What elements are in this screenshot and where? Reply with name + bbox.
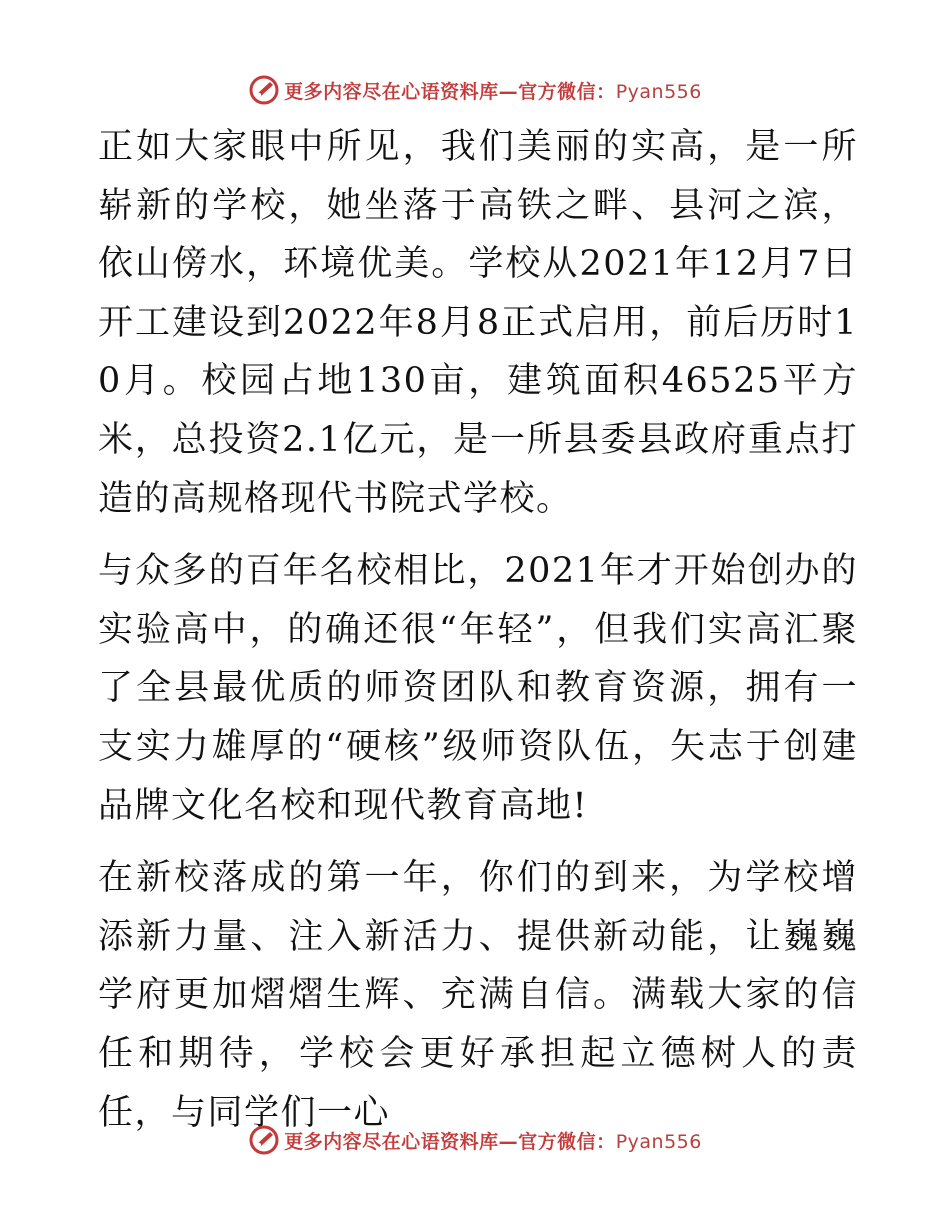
footer-watermark <box>0 1120 950 1160</box>
logo-icon <box>248 74 280 106</box>
logo-icon <box>248 1124 280 1156</box>
watermark-text: 更多内容尽在心语资料库—官方微信：Pyan556 <box>284 1130 702 1153</box>
paragraph: 在新校落成的第一年，你们的到来，为学校增添新力量、注入新活力、提供新动能，让巍巍学府更加熠熠生辉、充满自信。满载大家的信任和期待，学校会更好承担起立德树人的责任，与同学们一心 <box>98 858 858 1133</box>
paragraph: 正如大家眼中所见，我们美丽的实高，是一所崭新的学校，她坐落于高铁之畔、县河之滨，依山傍水，环境优美。学校从2021年12月7日开工建设到2022年8月8正式启用，前后历时10月。校园占地130亩，建筑面积46525平方米，总投资2.1亿元，是一所县委县政府重点打造的高规格现代书院式学校。 <box>98 127 858 519</box>
watermark-text: 更多内容尽在心语资料库—官方微信：Pyan556 <box>284 80 702 103</box>
paragraph: 与众多的百年名校相比，2021年才开始创办的实验高中，的确还很“年轻”，但我们实高汇聚了全县最优质的师资团队和教育资源，拥有一支实力雄厚的“硬核”级师资队伍，矢志于创建品牌文化名校和现代教育高地! <box>98 551 858 826</box>
document-body <box>98 118 858 1156</box>
header-watermark <box>0 70 950 110</box>
